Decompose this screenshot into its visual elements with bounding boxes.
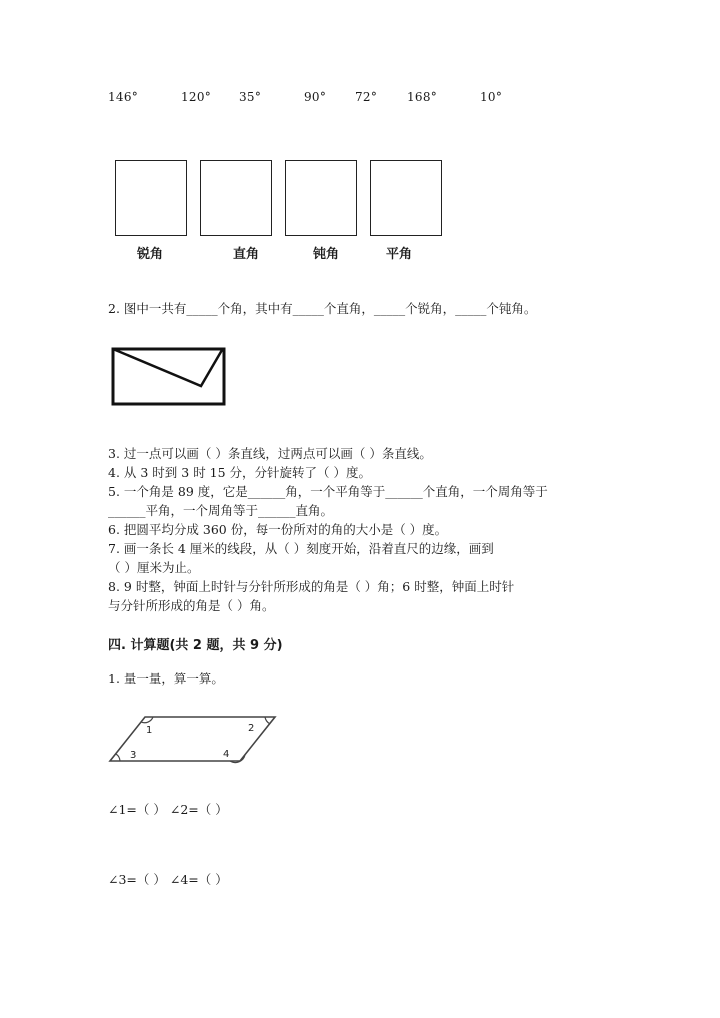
angle-value: 120° [181,90,212,104]
question-7-line1: 7. 画一条长 4 厘米的线段，从（ ）刻度开始，沿着直尺的边缘，画到 [108,541,494,556]
angle-label-2: 2 [248,723,255,734]
angle-value: 168° [407,90,438,104]
angle-figure [110,346,228,408]
question-5-line1: 5. 一个角是 89 度，它是______角，一个平角等于______个直角，一个周角等于 [108,484,548,499]
calc-question-1: 1. 量一量，算一算。 [108,671,224,686]
answer-box-acute[interactable] [115,160,187,236]
box-label-obtuse: 钝角 [313,247,340,262]
answer-box-straight[interactable] [370,160,442,236]
angle-value: 10° [480,90,503,104]
box-label-right: 直角 [233,247,260,262]
section-title: 四. 计算题(共 2 题，共 9 分) [108,638,283,653]
question-2: 2. 图中一共有_____个角，其中有_____个直角，_____个锐角，_____个钝角。 [108,301,537,316]
angle-value: 146° [108,90,139,104]
question-8-line2: 与分针所形成的角是（ ）角。 [108,598,275,613]
question-8-line1: 8. 9 时整，钟面上时针与分针所形成的角是（ ）角；6 时整，钟面上时针 [108,579,515,594]
angle-answer-row-2: ∠3=（ ） ∠4=（ ） [108,872,228,887]
angle-label-3: 3 [130,750,137,761]
box-label-acute: 锐角 [137,247,164,262]
question-4: 4. 从 3 时到 3 时 15 分，分针旋转了（ ）度。 [108,465,372,480]
angle-value: 35° [239,90,262,104]
angle-value: 90° [304,90,327,104]
angle-value: 72° [355,90,378,104]
question-7-line2: （ ）厘米为止。 [108,560,200,575]
angle-label-1: 1 [146,725,153,736]
question-6: 6. 把圆平均分成 360 份，每一份所对的角的大小是（ ）度。 [108,522,448,537]
answer-box-obtuse[interactable] [285,160,357,236]
angle-label-4: 4 [223,749,230,760]
box-label-straight: 平角 [386,247,413,262]
angle-answer-row-1: ∠1=（ ） ∠2=（ ） [108,802,228,817]
question-3: 3. 过一点可以画（ ）条直线，过两点可以画（ ）条直线。 [108,446,432,461]
question-5-line2: ______平角，一个周角等于______直角。 [108,503,334,518]
parallelogram-figure [108,714,278,764]
answer-box-right[interactable] [200,160,272,236]
